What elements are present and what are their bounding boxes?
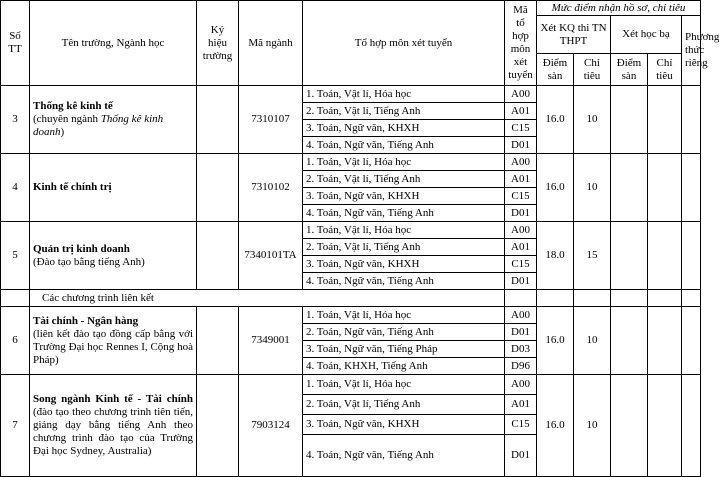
row-hoc-ba-chi-tieu <box>648 375 682 477</box>
section-chi-tieu <box>574 290 611 307</box>
header-ten-truong: Tên trường, Ngành học <box>30 1 197 86</box>
table-row <box>1 86 701 103</box>
row-stt: 7 <box>1 375 30 477</box>
combo-label: 2. Toán, Vật lí, Tiếng Anh <box>303 171 505 188</box>
combo-label: 4. Toán, Ngữ văn, Tiếng Anh <box>303 137 505 154</box>
program-name: Song ngành Kinh tế - Tài chính <box>33 393 193 405</box>
combo-label: 4. Toán, Ngữ văn, Tiếng Anh <box>303 205 505 222</box>
row-program <box>30 307 197 375</box>
row-phuong-thuc <box>682 222 701 290</box>
combo-label: 1. Toán, Vật lí, Hóa học <box>303 375 505 395</box>
row-diem-san: 16.0 <box>537 307 574 375</box>
header-ma-nganh: Mã ngành <box>239 1 303 86</box>
section-phuong-thuc <box>682 290 701 307</box>
program-name: Thống kê kinh tế <box>33 100 113 112</box>
row-program <box>30 86 197 154</box>
combo-code: C15 <box>505 188 537 205</box>
row-diem-san: 16.0 <box>537 154 574 222</box>
combo-label: 1. Toán, Vật lí, Hóa học <box>303 154 505 171</box>
row-program <box>30 375 197 477</box>
combo-label: 3. Toán, Ngữ văn, KHXH <box>303 120 505 137</box>
row-diem-san: 16.0 <box>537 86 574 154</box>
header-chi-tieu-2: Chỉ tiêu <box>648 54 682 86</box>
row-hoc-ba-diem <box>611 222 648 290</box>
combo-code: A01 <box>505 103 537 120</box>
program-name: Quản trị kinh doanh <box>33 242 130 255</box>
combo-label: 2. Toán, Ngữ văn, Tiếng Anh <box>303 324 505 341</box>
row-stt: 4 <box>1 154 30 222</box>
section-row <box>1 290 701 307</box>
row-hoc-ba-chi-tieu <box>648 154 682 222</box>
row-hoc-ba-diem <box>611 86 648 154</box>
row-ky-hieu <box>197 375 239 477</box>
header-chi-tieu-1: Chỉ tiêu <box>574 54 611 86</box>
row-diem-san: 18.0 <box>537 222 574 290</box>
row-diem-san: 16.0 <box>537 375 574 477</box>
section-hoc-ba-chi-tieu <box>648 290 682 307</box>
combo-code: D01 <box>505 137 537 154</box>
section-hoc-ba-diem <box>611 290 648 307</box>
table-row <box>1 222 701 239</box>
row-ma-nganh: 7903124 <box>239 375 303 477</box>
program-note: (chuyên ngành Thống kê kinh doanh) <box>33 113 164 138</box>
combo-code: A01 <box>505 395 537 415</box>
program-note: (đào tạo theo chương trình tiên tiến, giảng dạy bằng tiếng Anh theo chương trình đào tạo của Trường Đại học Sydney, Australia) <box>33 406 193 457</box>
row-chi-tieu: 10 <box>574 154 611 222</box>
row-phuong-thuc <box>682 154 701 222</box>
row-phuong-thuc <box>682 375 701 477</box>
combo-code: A00 <box>505 154 537 171</box>
combo-label: 3. Toán, Ngữ văn, KHXH <box>303 256 505 273</box>
combo-code: C15 <box>505 120 537 137</box>
combo-label: 3. Toán, Ngữ văn, Tiếng Pháp <box>303 341 505 358</box>
combo-label: 2. Toán, Vật lí, Tiếng Anh <box>303 103 505 120</box>
header-ma-to-hop: Mã tổ hợp môn xét tuyển <box>505 1 537 86</box>
row-hoc-ba-chi-tieu <box>648 222 682 290</box>
combo-label: 1. Toán, Vật lí, Hóa học <box>303 86 505 103</box>
row-stt: 5 <box>1 222 30 290</box>
header-muc-diem: Mức điểm nhận hồ sơ, chỉ tiêu <box>537 1 701 16</box>
header-diem-san-1: Điểm sàn <box>537 54 574 86</box>
row-hoc-ba-diem <box>611 154 648 222</box>
combo-code: A00 <box>505 86 537 103</box>
program-name: Tài chính - Ngân hàng <box>33 314 139 327</box>
combo-label: 2. Toán, Vật lí, Tiếng Anh <box>303 395 505 415</box>
combo-code: A00 <box>505 307 537 324</box>
combo-code: C15 <box>505 256 537 273</box>
table-row <box>1 154 701 171</box>
row-phuong-thuc <box>682 307 701 375</box>
row-ma-nganh: 7310102 <box>239 154 303 222</box>
row-ky-hieu <box>197 154 239 222</box>
header-to-hop: Tổ hợp môn xét tuyển <box>303 1 505 86</box>
row-chi-tieu: 10 <box>574 86 611 154</box>
program-note: (liên kết đào tạo đồng cấp bằng với Trường Đại học Rennes I, Cộng hoà Pháp) <box>33 327 193 366</box>
row-chi-tieu: 15 <box>574 222 611 290</box>
combo-code: D01 <box>505 324 537 341</box>
row-program <box>30 154 197 222</box>
row-hoc-ba-diem <box>611 307 648 375</box>
table-row <box>1 307 701 324</box>
row-phuong-thuc <box>682 86 701 154</box>
section-title: Các chương trình liên kết <box>30 290 505 307</box>
row-hoc-ba-diem <box>611 375 648 477</box>
header-diem-san-2: Điểm sàn <box>611 54 648 86</box>
header-xet-kq: Xét KQ thi TN THPT <box>537 16 611 54</box>
section-stt <box>1 290 30 307</box>
row-stt: 3 <box>1 86 30 154</box>
section-code <box>505 290 537 307</box>
combo-code: A00 <box>505 222 537 239</box>
header-phuong-thuc: Phương thức riêng <box>682 16 701 86</box>
row-ma-nganh: 7340101TA <box>239 222 303 290</box>
header-xet-hoc-ba: Xét học bạ <box>611 16 682 54</box>
row-hoc-ba-chi-tieu <box>648 86 682 154</box>
combo-label: 3. Toán, Ngữ văn, KHXH <box>303 188 505 205</box>
row-chi-tieu: 10 <box>574 375 611 477</box>
program-note: (Đào tạo bằng tiếng Anh) <box>33 255 145 268</box>
combo-label: 3. Toán, Ngữ văn, KHXH <box>303 415 505 435</box>
combo-label: 4. Toán, Ngữ văn, Tiếng Anh <box>303 273 505 290</box>
row-chi-tieu: 10 <box>574 307 611 375</box>
combo-code: A00 <box>505 375 537 395</box>
table-row <box>1 375 701 395</box>
row-hoc-ba-chi-tieu <box>648 307 682 375</box>
row-program <box>30 222 197 290</box>
combo-code: A01 <box>505 171 537 188</box>
combo-code: D96 <box>505 358 537 375</box>
combo-code: D01 <box>505 205 537 222</box>
row-ky-hieu <box>197 86 239 154</box>
combo-code: C15 <box>505 415 537 435</box>
combo-label: 2. Toán, Vật lí, Tiếng Anh <box>303 239 505 256</box>
combo-code: D03 <box>505 341 537 358</box>
row-stt: 6 <box>1 307 30 375</box>
combo-code: D01 <box>505 273 537 290</box>
combo-label: 1. Toán, Vật lí, Hóa học <box>303 222 505 239</box>
combo-code: D01 <box>505 435 537 477</box>
section-diem-san <box>537 290 574 307</box>
header-stt: Số TT <box>1 1 30 86</box>
combo-label: 1. Toán, Vật lí, Hóa học <box>303 307 505 324</box>
header-ky-hieu: Ký hiệu trường <box>197 1 239 86</box>
row-ky-hieu <box>197 307 239 375</box>
program-name: Kinh tế chính trị <box>33 181 112 193</box>
combo-label: 4. Toán, KHXH, Tiếng Anh <box>303 358 505 375</box>
combo-code: A01 <box>505 239 537 256</box>
combo-label: 4. Toán, Ngữ văn, Tiếng Anh <box>303 435 505 477</box>
row-ma-nganh: 7310107 <box>239 86 303 154</box>
row-ky-hieu <box>197 222 239 290</box>
row-ma-nganh: 7349001 <box>239 307 303 375</box>
